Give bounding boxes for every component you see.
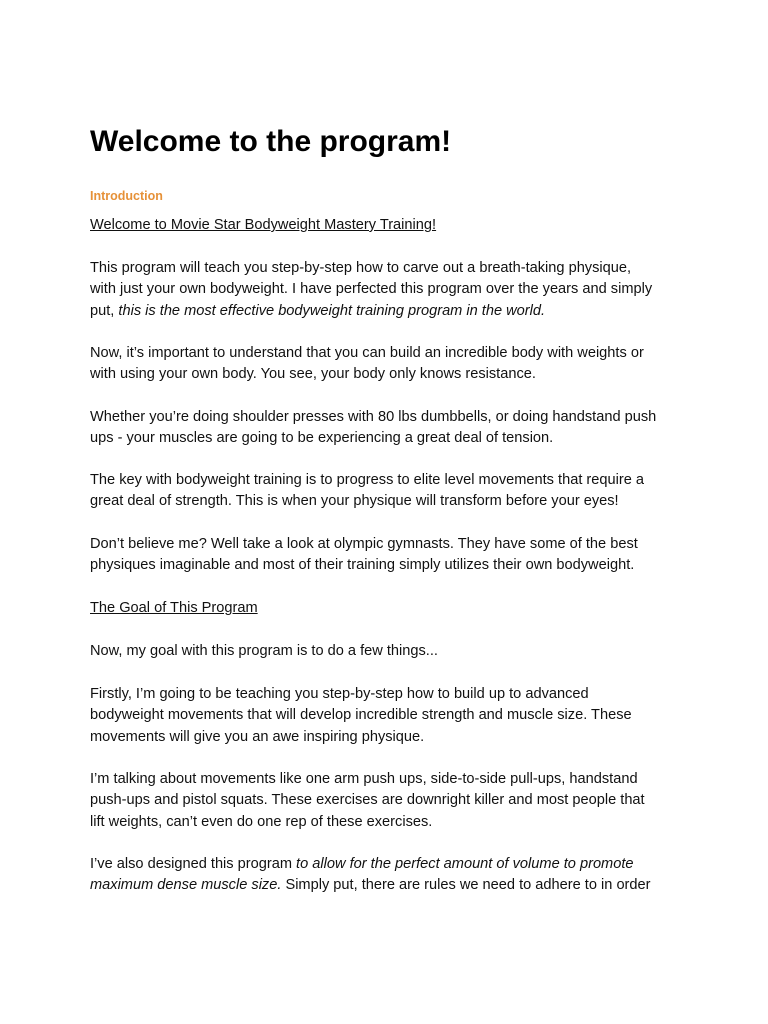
- paragraph-line: Whether you’re doing shoulder presses with 80 lbs dumbbells, or doing handstand push: [90, 409, 657, 425]
- section-label: Introduction: [90, 189, 163, 203]
- paragraph-3: [90, 407, 690, 450]
- paragraph-line: Now, it’s important to understand that you can build an incredible body with weights or: [90, 345, 644, 361]
- paragraph-text: I’ve also designed this program: [90, 856, 297, 872]
- emphasis-text: to allow for the perfect amount of volume to promote: [296, 856, 634, 872]
- paragraph-line: with using your own body. You see, your body only knows resistance.: [90, 366, 536, 383]
- paragraph-line: I’m talking about movements like one arm push ups, side-to-side pull-ups, handstand: [90, 771, 638, 787]
- subheading-welcome-text: Welcome to Movie Star Bodyweight Mastery Training!: [90, 217, 437, 233]
- paragraph-8: [90, 769, 690, 833]
- paragraph-line: Don’t believe me? Well take a look at olympic gymnasts. They have some of the best: [90, 536, 638, 552]
- paragraph-line: with just your own bodyweight. I have perfected this program over the years and simply: [90, 281, 653, 298]
- paragraph-line: This program will teach you step-by-step how to carve out a breath-taking physique,: [90, 260, 632, 276]
- paragraph-2: [90, 343, 690, 386]
- paragraph-line: lift weights, can’t even do one rep of these exercises.: [90, 813, 433, 830]
- paragraph-text: put,: [90, 302, 119, 319]
- paragraph-line: The key with bodyweight training is to progress to elite level movements that require a: [90, 472, 645, 488]
- page-title: Welcome to the program!: [90, 125, 452, 158]
- subheading-welcome: [90, 215, 690, 236]
- paragraph-5: [90, 534, 690, 577]
- subheading-goal: [90, 598, 690, 619]
- paragraph-4: [90, 470, 690, 513]
- paragraph-line: [90, 854, 690, 875]
- paragraph-line: push-ups and pistol squats. These exercises are downright killer and most people that: [90, 792, 645, 809]
- paragraph-line: [90, 301, 690, 322]
- subheading-goal-text: The Goal of This Program: [90, 600, 258, 616]
- paragraph-text: Simply put, there are rules we need to adhere to in order: [281, 877, 651, 894]
- paragraph-line: great deal of strength. This is when your physique will transform before your eyes!: [90, 493, 619, 510]
- paragraph-7: [90, 684, 690, 748]
- emphasis-text: this is the most effective bodyweight training program in the world.: [118, 302, 546, 319]
- paragraph-line: ups - your muscles are going to be experiencing a great deal of tension.: [90, 430, 554, 447]
- emphasis-text: maximum dense muscle size.: [90, 877, 282, 894]
- paragraph-line: movements will give you an awe inspiring physique.: [90, 728, 425, 745]
- paragraph-line: Now, my goal with this program is to do a few things...: [90, 643, 438, 659]
- paragraph-9: [90, 854, 690, 897]
- paragraph-line: physiques imaginable and most of their training simply utilizes their own bodyweight.: [90, 557, 635, 574]
- paragraph-6: [90, 641, 690, 662]
- paragraph-1: [90, 258, 690, 322]
- paragraph-line: bodyweight movements that will develop incredible strength and muscle size. These: [90, 707, 632, 724]
- paragraph-line: [90, 875, 690, 896]
- paragraph-line: Firstly, I’m going to be teaching you step-by-step how to build up to advanced: [90, 686, 589, 702]
